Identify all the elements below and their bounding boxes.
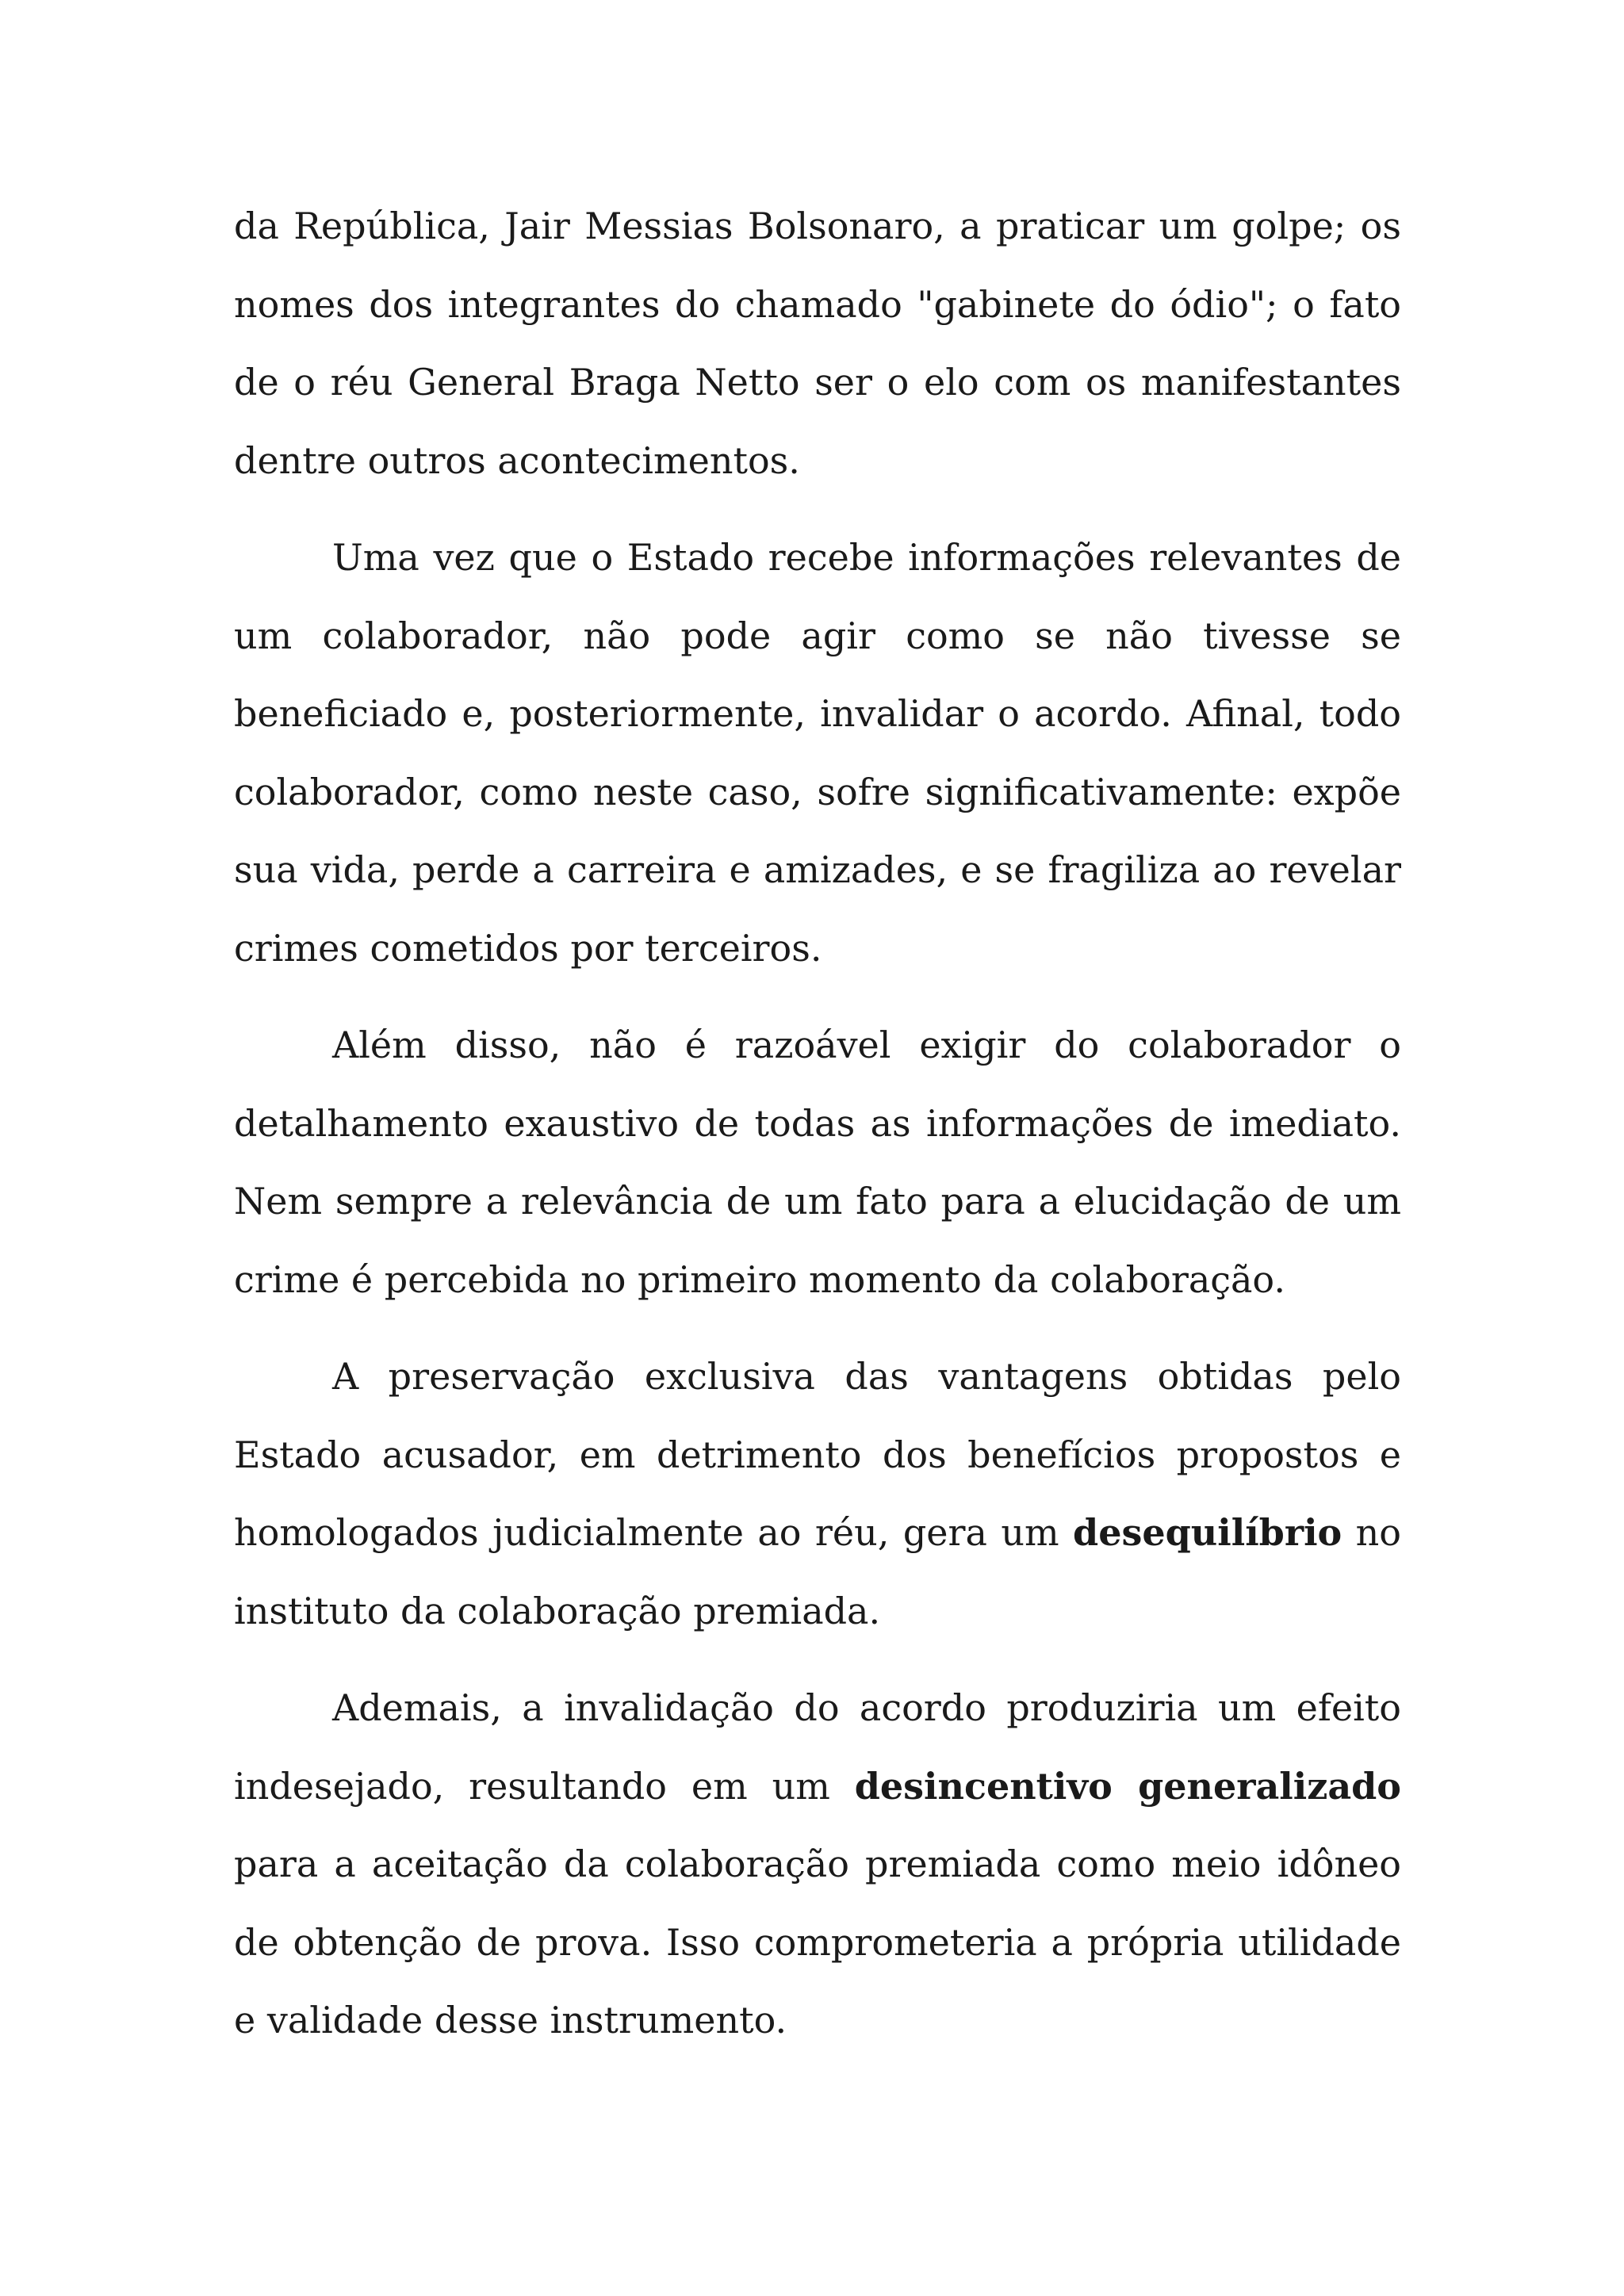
paragraph-4-text-start: A preservação exclusiva das vantagens obtidas pelo Estado acusador, em detrimento dos benefícios propostos e homologados judicialmente ao réu, gera um <box>234 1355 1401 1554</box>
paragraph-2 <box>234 519 1401 987</box>
paragraph-3-text: Além disso, não é razoável exigir do colaborador o detalhamento exaustivo de todas as informações de imediato. Nem sempre a relevância de um fato para a elucidação de um crime é percebida no primeiro momento da colaboração. <box>234 1024 1401 1301</box>
paragraph-5 <box>234 1669 1401 2060</box>
paragraph-4-text-end: no instituto da colaboração premiada. <box>234 1511 1401 1632</box>
paragraph-4-emphasis: desequilíbrio <box>1073 1511 1342 1554</box>
paragraph-4 <box>234 1337 1401 1650</box>
paragraph-5-emphasis: desincentivo generalizado <box>854 1764 1401 1808</box>
document-body <box>234 187 1401 2079</box>
paragraph-2-text: Uma vez que o Estado recebe informações relevantes de um colaborador, não pode agir como se não tivesse se beneficiado e, posteriormente, invalidar o acordo. Afinal, todo colaborador, como neste caso, sofre significativamente: expõe sua vida, perde a carreira e amizades, e se fragiliza ao revelar crimes cometidos por terceiros. <box>234 536 1401 970</box>
paragraph-1-text: da República, Jair Messias Bolsonaro, a praticar um golpe; os nomes dos integrantes do chamado "gabinete do ódio"; o fato de o réu General Braga Netto ser o elo com os manifestantes dentre outros acontecimentos. <box>234 205 1401 482</box>
paragraph-5-text-start: Ademais, a invalidação do acordo produziria um efeito indesejado, resultando em um <box>234 1686 1401 1808</box>
paragraph-1 <box>234 187 1401 499</box>
paragraph-5-text-end: para a aceitação da colaboração premiada como meio idôneo de obtenção de prova. Isso comprometeria a própria utilidade e validade desse instrumento. <box>234 1843 1401 2042</box>
paragraph-3 <box>234 1006 1401 1318</box>
